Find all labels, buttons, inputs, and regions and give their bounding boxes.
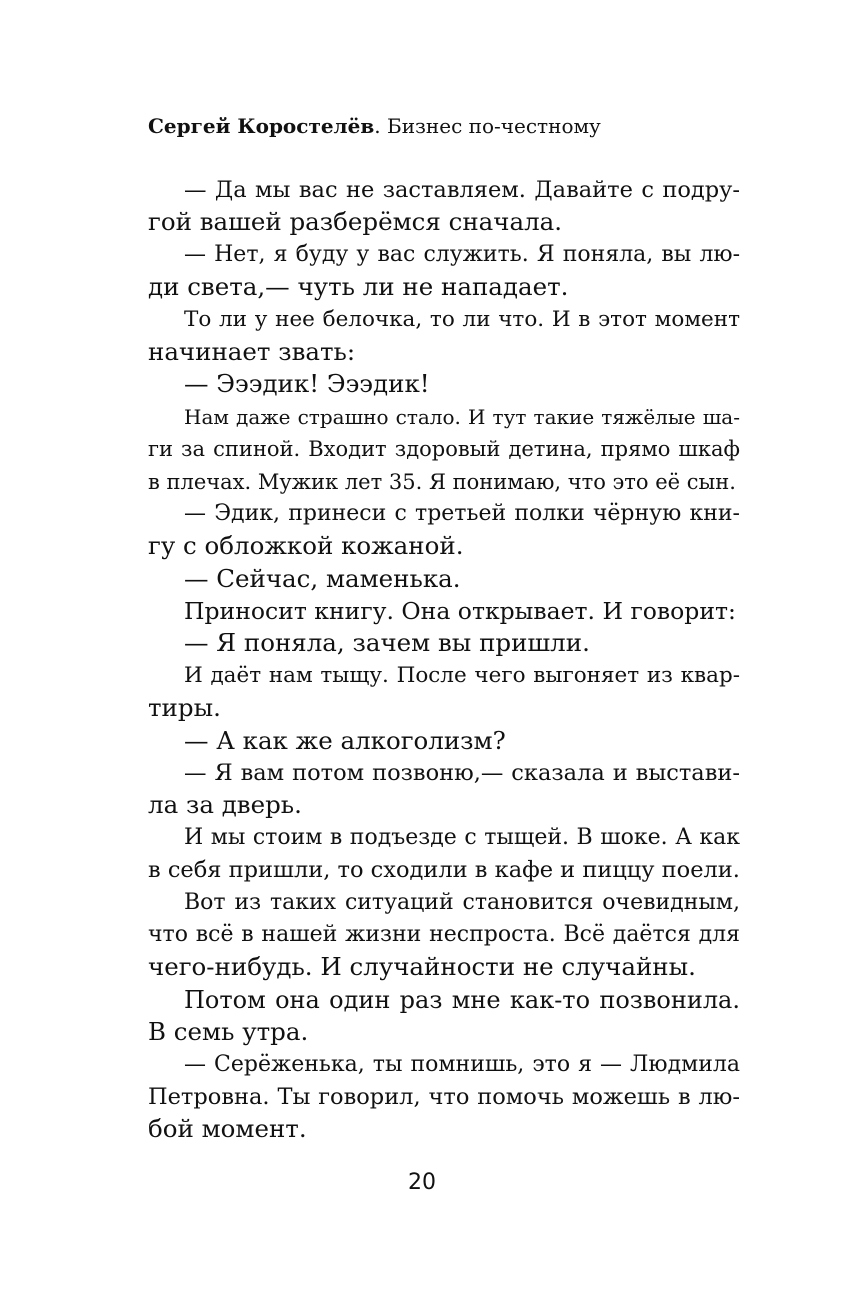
text-line: Приносит книгу. Она открывает. И говорит: <box>184 597 736 626</box>
text-line: ди света,— чуть ли не нападает. <box>148 272 569 302</box>
text-line: Вот из таких ситуаций становится очевидным, <box>184 889 740 915</box>
text-line: чего-нибудь. И случайности не случайны. <box>148 952 696 982</box>
text-line: гой вашей разберёмся сначала. <box>148 207 563 237</box>
author-name: Сергей Коростелёв <box>148 114 375 138</box>
header-separator: . <box>374 114 387 138</box>
text-line: — Нет, я буду у вас служить. Я поняла, вы лю- <box>184 241 740 267</box>
text-line: — Я поняла, зачем вы пришли. <box>184 628 590 658</box>
text-line: в плечах. Мужик лет 35. Я понимаю, что это её сын. <box>148 469 736 494</box>
text-line: начинает звать: <box>148 336 356 366</box>
page-number: 20 <box>408 1170 436 1195</box>
body-text <box>148 174 740 1146</box>
text-line: в себя пришли, то сходили в кафе и пиццу поели. <box>148 857 740 884</box>
text-line: что всё в нашей жизни неспроста. Всё даётся для <box>148 921 740 947</box>
text-line: И мы стоим в подъезде с тыщей. В шоке. А как <box>184 824 740 850</box>
text-line: — Серёженька, ты помнишь, это я — Людмила <box>184 1051 740 1077</box>
text-line: — Эдик, принеси с третьей полки чёрную кни- <box>184 500 740 526</box>
text-line: Нам даже страшно стало. И тут такие тяжёлые ша- <box>184 404 740 429</box>
text-line: И даёт нам тыщу. После чего выгоняет из квар- <box>184 662 740 688</box>
text-line: — Эээдик! Эээдик! <box>184 369 430 399</box>
text-line: бой момент. <box>148 1114 307 1144</box>
text-line: — Я вам потом позвоню,— сказала и выстави- <box>184 760 740 787</box>
text-line: То ли у нее белочка, то ли что. И в этот момент <box>184 306 740 332</box>
text-line: гу с обложкой кожаной. <box>148 531 464 561</box>
text-line: Петровна. Ты говорил, что помочь можешь в лю- <box>148 1083 740 1110</box>
text-line: тиры. <box>148 693 221 723</box>
text-line: В семь утра. <box>148 1017 309 1047</box>
running-head <box>148 113 601 139</box>
text-line: Потом она один раз мне как-то позвонила. <box>184 985 740 1014</box>
book-title: Бизнес по-честному <box>387 114 601 138</box>
text-line: — Сейчас, маменька. <box>184 563 461 593</box>
text-line: ги за спиной. Входит здоровый детина, прямо шкаф <box>148 437 740 462</box>
text-line: — А как же алкоголизм? <box>184 725 506 755</box>
text-line: ла за дверь. <box>148 790 302 820</box>
text-line: — Да мы вас не заставляем. Давайте с подру- <box>184 177 740 203</box>
